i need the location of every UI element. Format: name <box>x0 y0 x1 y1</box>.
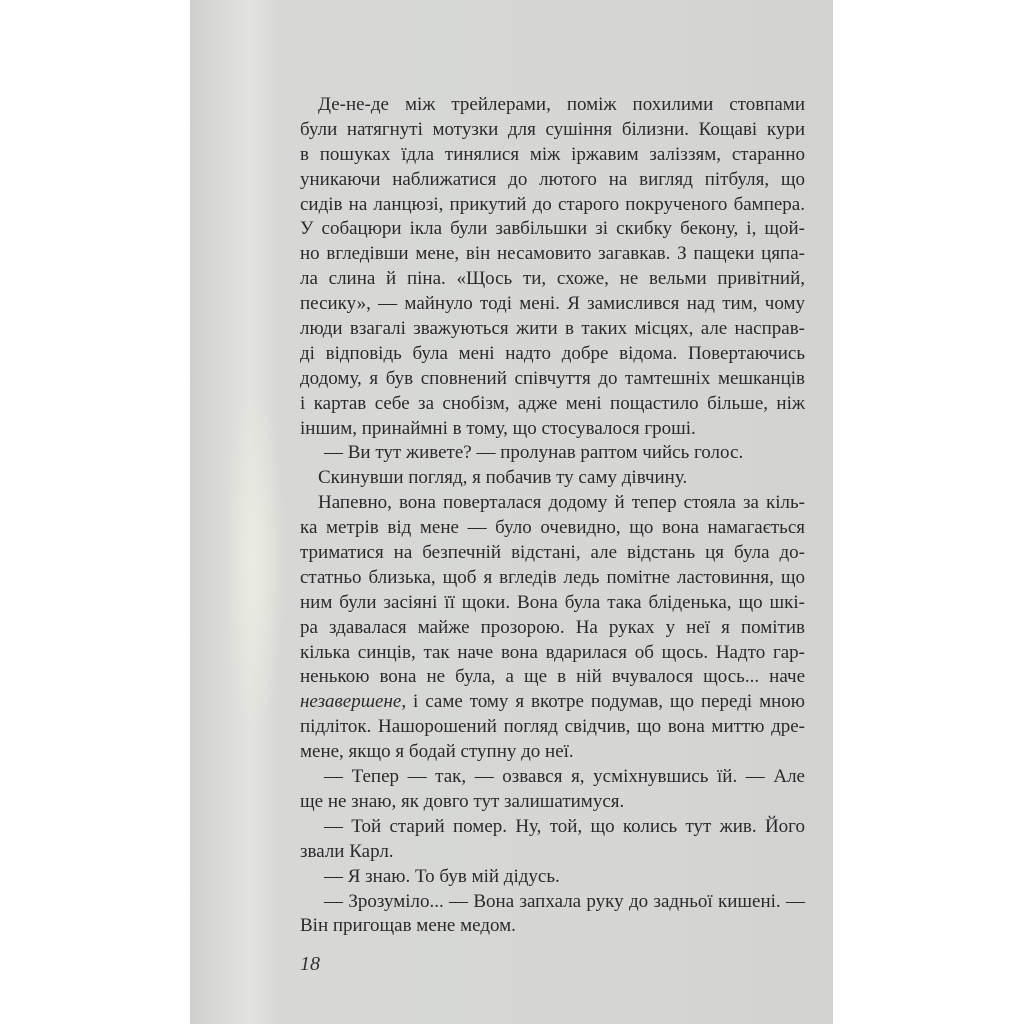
text-line: мене, якщо я бодай ступну до неї. <box>300 741 574 763</box>
text-line: ді відповідь була мені надто добре відома. Повертаючись <box>300 342 805 364</box>
text-line: звали Карл. <box>300 840 394 862</box>
text-line: песику», — майнуло тоді мені. Я замислився над тим, чому <box>300 293 805 315</box>
text-line: були натягнуті мотузки для сушіння білизни. Кощаві кури <box>300 118 805 140</box>
text-line: кілька синців, так наче вона вдарилася об щось. Надто гар- <box>300 641 805 663</box>
text-line: ла слина й піна. «Щось ти, схоже, не вельми привітний, <box>300 268 805 290</box>
text-line: додому, я був сповнений співчуття до тамтешніх мешканців <box>300 367 805 389</box>
text-line <box>300 690 805 715</box>
text-line: іншим, принаймні в тому, що стосувалося гроші. <box>300 417 696 439</box>
text-line: ка метрів від мене — було очевидно, що вона намагається <box>300 517 805 539</box>
text-line: Скинувши погляд, я побачив ту саму дівчину. <box>318 467 688 489</box>
text-line: ще не знаю, як довго тут залишатимуся. <box>300 790 625 812</box>
text-line: статньо близька, щоб я вгледів ледь помітне ластовиння, що <box>300 566 805 588</box>
text-line: уникаючи наближатися до лютого на вигляд пітбуля, що <box>300 168 805 190</box>
text-line: сидів на ланцюзі, прикутий до старого покрученого бампера. <box>300 193 805 215</box>
dialogue-line: — Тепер — так, — озвався я, усміхнувшись їй. — Але <box>324 766 805 788</box>
text-line: ним були засіяні її щоки. Вона була така бліденька, що шкі- <box>300 591 805 613</box>
text-line: і картав себе за снобізм, адже мені пощастило більше, ніж <box>300 392 805 414</box>
page-body-text <box>300 93 805 939</box>
text-line: Напевно, вона поверталася додому й тепер стояла за кіль- <box>318 492 805 514</box>
text-line: в пошуках їдла тинялися між іржавим заліззям, старанно <box>300 143 805 165</box>
page-number: 18 <box>300 953 320 975</box>
text-line: триматися на безпечній відстані, але відстань ця була до- <box>300 542 805 564</box>
text-line-rest: , і саме тому я вкотре подумав, що переді мною <box>401 691 805 713</box>
text-line: но вгледівши мене, він несамовито загавкав. З пащеки цяпа- <box>300 243 805 265</box>
dialogue-line: — Той старий помер. Ну, той, що колись тут жив. Його <box>324 815 805 837</box>
text-line: ненькою вона не була, а ще в ній вчувалося щось... наче <box>300 666 805 688</box>
text-line: Де-не-де між трейлерами, поміж похилими стовпами <box>318 94 805 115</box>
dialogue-line: — Зрозуміло... — Вона запхала руку до задньої кишені. — <box>324 890 805 912</box>
text-line: ра здавалася майже прозорою. На руках у неї я помітив <box>300 616 805 638</box>
text-line: У собацюри ікла були завбільшки зі скибку бекону, і, щой- <box>300 218 805 240</box>
italic-word: незавершене <box>300 691 402 713</box>
text-line: Він пригощав мене медом. <box>300 915 516 937</box>
text-line: люди взагалі зважуються жити в таких місцях, але насправ- <box>300 318 805 340</box>
dialogue-line: — Я знаю. То був мій дідусь. <box>324 865 560 887</box>
dialogue-line: — Ви тут живете? — пролунав раптом чийсь голос. <box>324 442 744 464</box>
text-line: підліток. Нашорошений погляд свідчив, що вона миттю дре- <box>300 716 805 738</box>
